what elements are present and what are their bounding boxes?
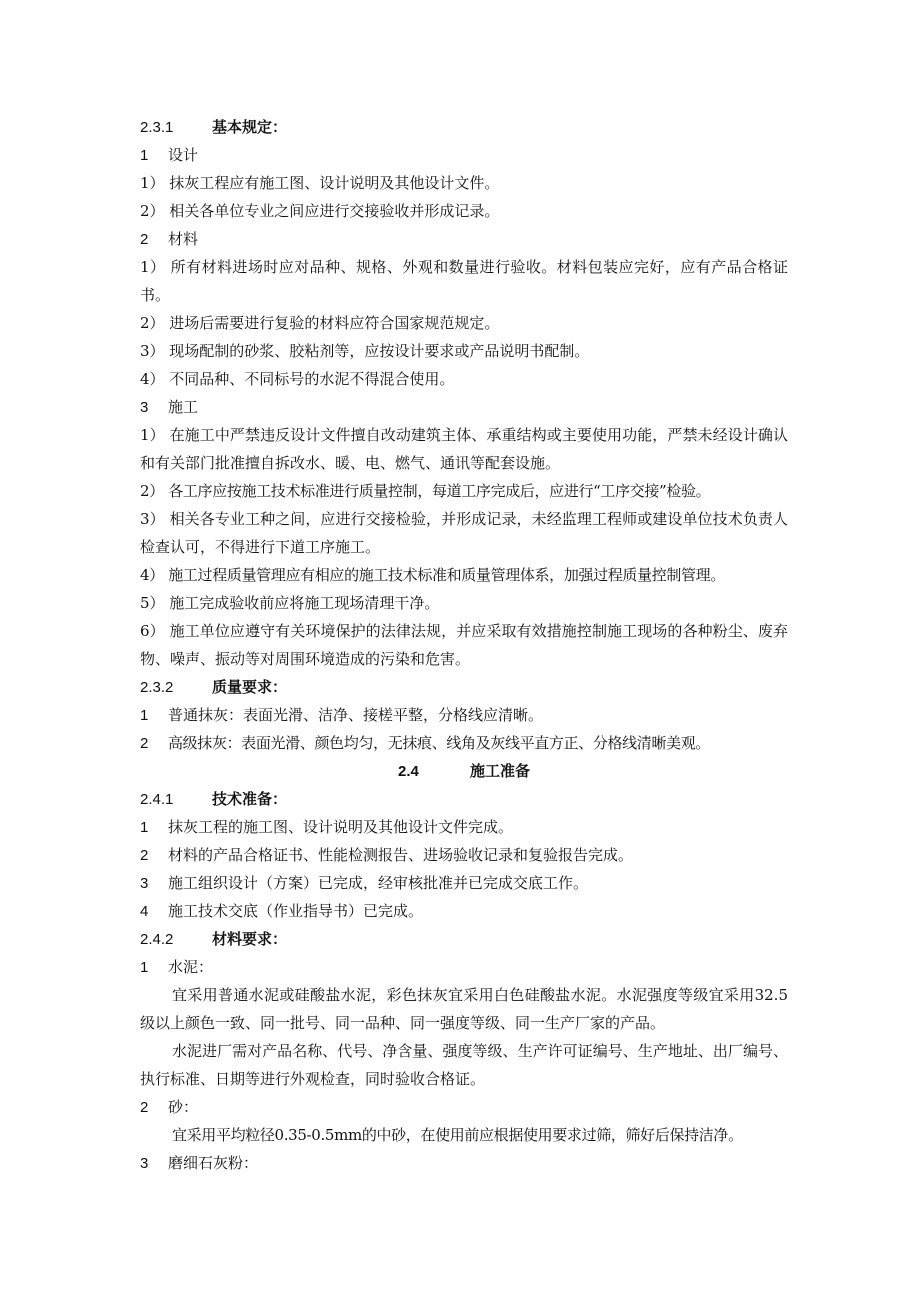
construction-item-5: 5） 施工完成验收前应将施工现场清理干净。 [140, 594, 440, 612]
cement-paragraph-2: 水泥进厂需对产品名称、代号、净含量、强度等级、生产许可证编号、生产地址、出厂编号、执行标准、日期等进行外观检查，同时验收合格证。 [140, 1042, 788, 1088]
sand-paragraph-1: 宜采用平均粒径0.35-0.5mm的中砂，在使用前应根据使用要求过筛，筛好后保持洁净。 [172, 1126, 743, 1144]
item-number: 1 [140, 147, 149, 164]
tech-item-3 [140, 869, 788, 897]
material-cement-heading [140, 953, 788, 981]
section-number: 2.4 [397, 763, 419, 780]
section-2-4-2-heading [140, 925, 788, 953]
section-number: 2.4.1 [140, 791, 174, 808]
tech-item-1 [140, 813, 788, 841]
item-number: 3 [140, 875, 149, 892]
subsection-construction [140, 393, 788, 421]
design-item-2: 2） 相关各单位专业之间应进行交接验收并形成记录。 [140, 202, 500, 220]
item-number: 2 [140, 1099, 149, 1116]
construction-item-6: 6） 施工单位应遵守有关环境保护的法律法规，并应采取有效措施控制施工现场的各种粉尘、废弃物、噪声、振动等对周围环境造成的污染和危害。 [140, 622, 788, 668]
item-number: 3 [140, 1155, 149, 1172]
construction-item-1: 1） 在施工中严禁违反设计文件擅自改动建筑主体、承重结构或主要使用功能，严禁未经设计确认和有关部门批准擅自拆改水、暖、电、燃气、通讯等配套设施。 [140, 426, 788, 472]
item-number: 1 [140, 959, 149, 976]
item-title: 磨细石灰粉： [168, 1154, 259, 1172]
item-title: 水泥： [168, 958, 214, 976]
item-text: 施工组织设计（方案）已完成，经审核批准并已完成交底工作。 [168, 874, 589, 892]
section-2-3-1-heading [140, 113, 788, 141]
item-number: 3 [140, 399, 149, 416]
section-title: 技术准备： [212, 790, 288, 808]
materials-item-3: 3） 现场配制的砂浆、胶粘剂等，应按设计要求或产品说明书配制。 [140, 342, 590, 360]
item-number: 2 [140, 231, 149, 248]
design-item-1: 1） 抹灰工程应有施工图、设计说明及其他设计文件。 [140, 174, 500, 192]
item-number: 2 [140, 735, 148, 752]
materials-item-1: 1） 所有材料进场时应对品种、规格、外观和数量进行验收。材料包装应完好，应有产品合格证书。 [140, 258, 788, 304]
quality-item-2 [140, 729, 788, 757]
item-text: 材料的产品合格证书、性能检测报告、进场验收记录和复验报告完成。 [168, 846, 634, 864]
subsection-design [140, 141, 788, 169]
materials-item-4: 4） 不同品种、不同标号的水泥不得混合使用。 [140, 370, 455, 388]
document-page [140, 113, 788, 1177]
item-title: 砂： [168, 1098, 199, 1116]
item-number: 4 [140, 903, 149, 920]
item-title: 材料 [168, 230, 199, 248]
section-2-3-2-heading [140, 673, 788, 701]
item-text: 普通抹灰：表面光滑、洁净、接槎平整，分格线应清晰。 [168, 706, 544, 724]
section-title: 质量要求： [212, 678, 288, 696]
section-2-4-heading [140, 757, 788, 785]
section-number: 2.3.2 [140, 679, 174, 696]
quality-item-1 [140, 701, 788, 729]
item-text: 施工技术交底（作业指导书）已完成。 [168, 902, 424, 920]
subsection-materials [140, 225, 788, 253]
section-number: 2.3.1 [140, 119, 174, 136]
section-2-4-1-heading [140, 785, 788, 813]
tech-item-2 [140, 841, 788, 869]
item-title: 设计 [168, 146, 199, 164]
tech-item-4 [140, 897, 788, 925]
material-sand-heading [140, 1093, 788, 1121]
section-title: 基本规定： [212, 118, 288, 136]
materials-item-2: 2） 进场后需要进行复验的材料应符合国家规范规定。 [140, 314, 500, 332]
section-number: 2.4.2 [140, 931, 174, 948]
section-title: 材料要求： [212, 930, 288, 948]
item-number: 1 [140, 819, 149, 836]
item-number: 1 [140, 707, 149, 724]
item-title: 施工 [168, 398, 199, 416]
material-lime-heading [140, 1149, 788, 1177]
construction-item-3: 3） 相关各专业工种之间，应进行交接检验，并形成记录，未经监理工程师或建设单位技术负责人检查认可，不得进行下道工序施工。 [140, 510, 788, 556]
section-title: 施工准备 [469, 762, 530, 780]
item-text: 抹灰工程的施工图、设计说明及其他设计文件完成。 [168, 818, 514, 836]
cement-paragraph-1: 宜采用普通水泥或硅酸盐水泥，彩色抹灰宜采用白色硅酸盐水泥。水泥强度等级宜采用32.5级以上颜色一致、同一批号、同一品种、同一强度等级、同一生产厂家的产品。 [140, 986, 788, 1032]
item-text: 高级抹灰：表面光滑、颜色均匀，无抹痕、线角及灰线平直方正、分格线清晰美观。 [168, 734, 711, 752]
construction-item-4: 4） 施工过程质量管理应有相应的施工技术标准和质量管理体系，加强过程质量控制管理。 [140, 566, 725, 584]
item-number: 2 [140, 847, 149, 864]
construction-item-2: 2） 各工序应按施工技术标准进行质量控制，每道工序完成后，应进行“工序交接”检验。 [140, 482, 711, 500]
